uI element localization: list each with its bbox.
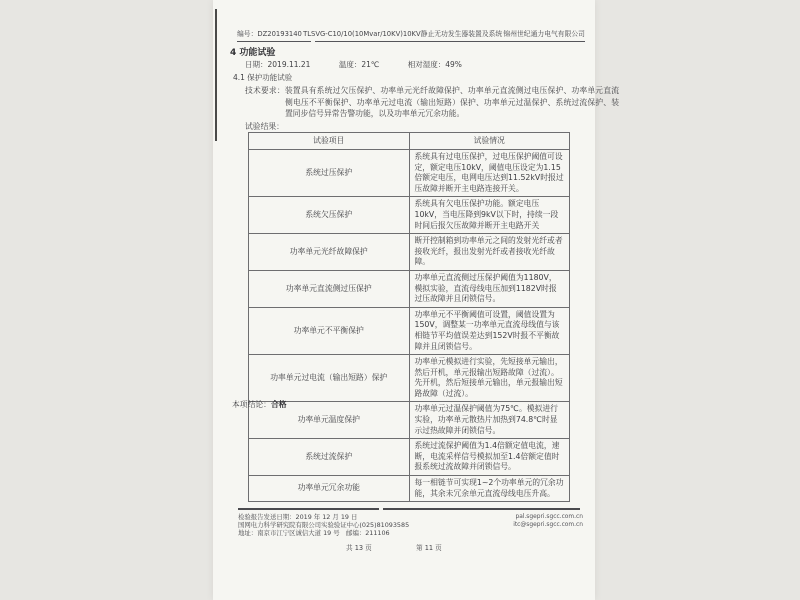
org-email: itc@sgepri.sgcc.com.cn (513, 522, 583, 528)
table-row (249, 439, 570, 476)
test-results-table (248, 132, 570, 502)
doc-number: 编号：DZ20193140 (237, 30, 302, 38)
test-detail: 系统具有欠电压保护功能。额定电压10kV，当电压降到9kV以下时，持续一段时间后报欠压故障并断开主电路开关 (409, 197, 570, 234)
current-page: 第 11 页 (416, 544, 442, 552)
table-row (249, 307, 570, 354)
test-item: 功率单元直流侧过压保护 (249, 270, 410, 307)
org-and-phone: 国网电力科学研究院有限公司实验验证中心(025)81093585 (238, 521, 410, 529)
test-item: 功率单元光纤故障保护 (249, 234, 410, 271)
section-name: 功能试验 (239, 48, 276, 58)
results-label: 试验结果： (245, 122, 284, 131)
test-temperature: 温度：21℃ (338, 60, 380, 69)
test-item: 系统过流保护 (249, 439, 410, 476)
header-rule-left (237, 41, 311, 42)
requirements-text: 装置具有系统过欠压保护、功率单元光纤故障保护、功率单元直流侧过电压保护、功率单元直流侧电压不平衡保护、功率单元过电流（输出短路）保护、功率单元过温保护、系统过流保护、装置同步信号异常告警功能，以及功率单元冗余功能。 (284, 86, 620, 118)
test-detail: 功率单元直流侧过压保护阈值为1180V，模拟实验，直流母线电压加到1182V时报过压故障并且闭锁信号。 (409, 270, 570, 307)
org-website: pal.sgepri.sgcc.com.cn (515, 514, 583, 520)
test-item: 功率单元不平衡保护 (249, 307, 410, 354)
table-row (249, 150, 570, 197)
table-row (249, 197, 570, 234)
test-detail: 功率单元不平衡阈值可设置，阈值设置为150V，调整某一功率单元直流母线值与该相链节平均值误差达到152V时报不平衡故障并且闭锁信号。 (409, 307, 570, 354)
subsection-title: 4.1 保护功能试验 (233, 73, 293, 82)
test-item: 功率单元温度保护 (249, 402, 410, 439)
test-detail: 功率单元模拟进行实验，先短接单元输出，然后开机，单元报输出短路故障（过流）。先开机，然后短接单元输出，单元报输出短路故障（过流）。 (409, 355, 570, 402)
column-header-item: 试验项目 (249, 133, 410, 150)
document-page (213, 0, 620, 600)
table-row (249, 402, 570, 439)
test-detail: 功率单元过温保护阈值为75℃。模拟进行实验，功率单元散热片加热到74.8℃时显示过热故障并闭锁信号。 (409, 402, 570, 439)
page-header (237, 28, 585, 38)
test-item: 功率单元过电流（输出短路）保护 (249, 355, 410, 402)
header-rule-right (315, 41, 585, 42)
scan-edge-artifact (215, 9, 217, 141)
table-row (249, 476, 570, 502)
org-address: 地址：南京市江宁区诚信大道 19 号 邮编：211106 (238, 529, 390, 537)
test-conditions (245, 59, 488, 70)
report-sent-date: 检验报告发送日期：2019 年 12 月 19 日 (238, 513, 358, 521)
column-header-detail: 试验情况 (409, 133, 570, 150)
table-row (249, 234, 570, 271)
total-pages: 共 13 页 (346, 544, 372, 552)
test-humidity: 相对湿度：49% (407, 60, 462, 69)
table-row (249, 270, 570, 307)
test-detail: 系统具有过电压保护，过电压保护阈值可设定，额定电压10kV，阈值电压设定为1.15倍额定电压，电网电压达到11.52kV时报过压故障并断开主电路连接开关。 (409, 150, 570, 197)
table-row (249, 355, 570, 402)
requirements-label: 技术要求： (245, 86, 285, 95)
company-name: 锦州世纪通力电气有限公司 (503, 30, 585, 38)
section-number: 4 (230, 48, 237, 58)
table-header-row (249, 133, 570, 150)
footer-rule-right (383, 508, 580, 510)
doc-title: TLSVG-C10/10(10Mvar/10KV)10KV静止无功发生器装置及系统 (303, 30, 503, 38)
test-item: 系统过压保护 (249, 150, 410, 197)
test-item: 功率单元冗余功能 (249, 476, 410, 502)
item-conclusion (232, 399, 287, 410)
test-detail: 断开控制箱到功率单元之间的发射光纤或者接收光纤，报出发射光纤或者接收光纤故障。 (409, 234, 570, 271)
footer-rule-left (238, 508, 379, 510)
test-detail: 每一相链节可实现1~2个功率单元的冗余功能，其余未冗余单元直流母线电压升高。 (409, 476, 570, 502)
section-title (230, 45, 275, 58)
technical-requirements (245, 85, 619, 120)
conclusion-label: 本项结论： (232, 400, 271, 409)
test-detail: 系统过流保护阈值为1.4倍额定值电流，速断，电流采样信号模拟加至1.4倍额定值时报系统过流故障并闭锁信号。 (409, 439, 570, 476)
test-item: 系统欠压保护 (249, 197, 410, 234)
conclusion-value: 合格 (270, 400, 287, 409)
test-date: 日期：2019.11.21 (245, 60, 311, 69)
